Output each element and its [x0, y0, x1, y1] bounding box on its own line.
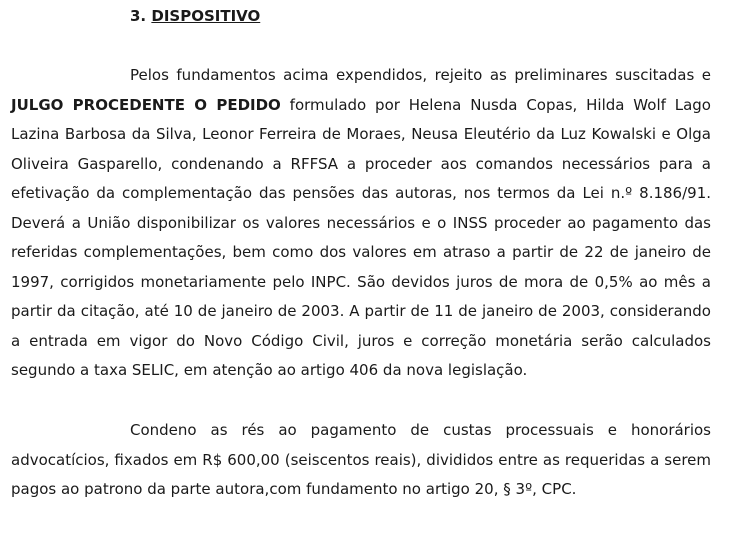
paragraph-judgment-emphasis: JULGO PROCEDENTE O PEDIDO [11, 95, 281, 114]
paragraph-judgment-intro: Pelos fundamentos acima expendidos, rejeito as preliminares suscitadas e [130, 66, 711, 84]
paragraph-judgment-body: formulado por Helena Nusda Copas, Hilda Wolf Lago Lazina Barbosa da Silva, Leonor Ferreira de Moraes, Neusa Eleutério da Luz Kowalski e Olga Oliveira Gasparello, condenando a RFFSA a proceder aos comandos necessários para a efetivação da complementação das pensões das autoras, nos termos da Lei n.º 8.186/91. Deverá a União disponibilizar os valores necessários e o INSS proceder ao pagamento das referidas complementações, bem como dos valores em atraso a partir de 22 de janeiro de 1997, corrigidos monetariamente pelo INPC. São devidos juros de mora de 0,5% ao mês a partir da citação, até 10 de janeiro de 2003. A partir de 11 de janeiro de 2003, considerando a entrada em vigor do Novo Código Civil, juros e correção monetária serão calculados segundo a taxa SELIC, em atenção ao artigo 406 da nova legislação. [11, 95, 711, 379]
section-number: 3. [130, 7, 147, 25]
section-title: DISPOSITIVO [151, 7, 261, 25]
paragraph-judgment [11, 61, 711, 386]
paragraph-costs [11, 416, 711, 505]
paragraph-costs-text: Condeno as rés ao pagamento de custas processuais e honorários advocatícios, fixados em R$ 600,00 (seiscentos reais), divididos entre as requeridas a serem pagos ao patrono da parte autora,com fundamento no artigo 20, § 3º, CPC. [11, 421, 711, 498]
section-heading [130, 5, 260, 27]
